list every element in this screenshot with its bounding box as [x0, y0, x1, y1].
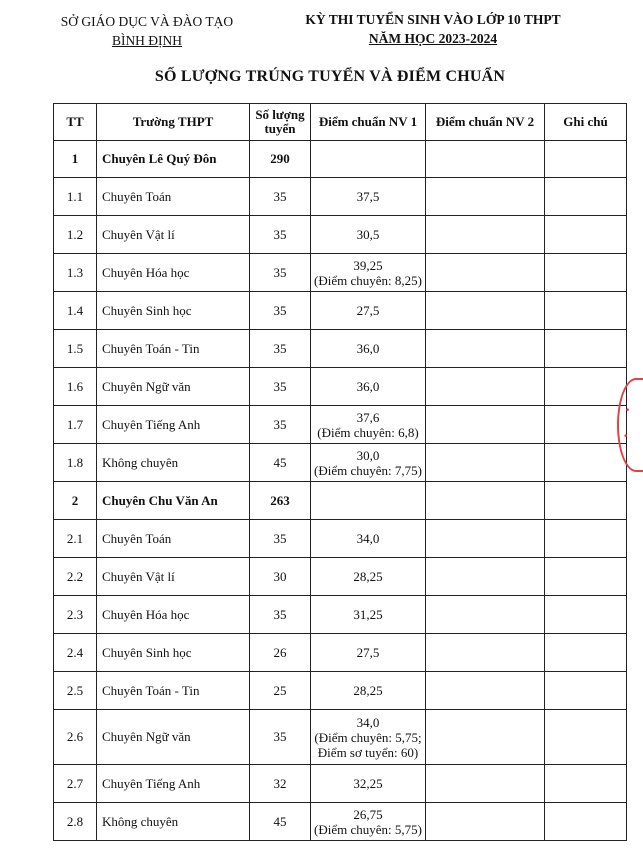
- table-group-row: [54, 141, 627, 178]
- table-row: [54, 406, 627, 444]
- cell-nv1: 36,0: [311, 330, 426, 368]
- table-row: [54, 444, 627, 482]
- cell-nv2: [426, 368, 545, 406]
- cell-nv2: [426, 482, 545, 520]
- table-row: [54, 710, 627, 765]
- cell-tt: 1.6: [54, 368, 97, 406]
- cell-note: [545, 292, 627, 330]
- cell-nv2: [426, 710, 545, 765]
- cell-qty: 263: [250, 482, 311, 520]
- page-title: SỐ LƯỢNG TRÚNG TUYỂN VÀ ĐIỂM CHUẨN: [154, 68, 506, 85]
- cell-qty: 35: [250, 406, 311, 444]
- cell-nv1: [311, 482, 426, 520]
- cell-note: [545, 710, 627, 765]
- cell-tt: 2: [54, 482, 97, 520]
- cell-school: Chuyên Vật lí: [97, 216, 250, 254]
- cell-qty: 35: [250, 330, 311, 368]
- cell-note: [545, 803, 627, 841]
- table-group-row: [54, 482, 627, 520]
- issuer-line-1: SỞ GIÁO DỤC VÀ ĐÀO TẠO: [60, 14, 234, 29]
- issuer-line-2: BÌNH ĐỊNH: [111, 33, 183, 48]
- cell-school: Không chuyên: [97, 803, 250, 841]
- col-header-school: Trường THPT: [97, 104, 250, 141]
- cell-school: Chuyên Tiếng Anh: [97, 765, 250, 803]
- cell-note: [545, 178, 627, 216]
- cell-school: Chuyên Toán - Tin: [97, 672, 250, 710]
- cell-nv2: [426, 634, 545, 672]
- cell-tt: 1.5: [54, 330, 97, 368]
- table-row: [54, 368, 627, 406]
- cell-tt: 2.6: [54, 710, 97, 765]
- cell-qty: 35: [250, 596, 311, 634]
- exam-block: [298, 10, 568, 48]
- issuer-block: [42, 12, 252, 50]
- cell-tt: 2.5: [54, 672, 97, 710]
- cell-nv1: 27,5: [311, 634, 426, 672]
- cell-nv2: [426, 216, 545, 254]
- cell-nv2: [426, 141, 545, 178]
- cell-school: Chuyên Hóa học: [97, 596, 250, 634]
- cell-qty: 32: [250, 765, 311, 803]
- cell-school: Chuyên Toán: [97, 178, 250, 216]
- cell-qty: 290: [250, 141, 311, 178]
- table-row: [54, 765, 627, 803]
- cell-nv2: [426, 254, 545, 292]
- table-body: [54, 141, 627, 841]
- cell-note: [545, 634, 627, 672]
- cell-nv1: 39,25 (Điểm chuyên: 8,25): [311, 254, 426, 292]
- cell-nv1: 32,25: [311, 765, 426, 803]
- cell-nv1: 37,6 (Điểm chuyên: 6,8): [311, 406, 426, 444]
- cell-nv1: 26,75 (Điểm chuyên: 5,75): [311, 803, 426, 841]
- cell-qty: 35: [250, 178, 311, 216]
- cell-school: Chuyên Tiếng Anh: [97, 406, 250, 444]
- cell-school: Chuyên Toán - Tin: [97, 330, 250, 368]
- exam-line-1: KỲ THI TUYỂN SINH VÀO LỚP 10 THPT: [305, 12, 561, 27]
- table-row: [54, 330, 627, 368]
- cell-nv1: 30,0 (Điểm chuyên: 7,75): [311, 444, 426, 482]
- cell-tt: 2.3: [54, 596, 97, 634]
- cell-nv1: 28,25: [311, 672, 426, 710]
- cell-qty: 30: [250, 558, 311, 596]
- cell-nv2: [426, 765, 545, 803]
- cell-tt: 1.7: [54, 406, 97, 444]
- cell-note: [545, 330, 627, 368]
- cell-note: [545, 765, 627, 803]
- col-header-note: Ghi chú: [545, 104, 627, 141]
- cell-nv1: [311, 141, 426, 178]
- exam-line-2: NĂM HỌC 2023-2024: [368, 31, 498, 46]
- cell-qty: 25: [250, 672, 311, 710]
- cell-tt: 1.4: [54, 292, 97, 330]
- cell-note: [545, 672, 627, 710]
- cell-nv1: 34,0: [311, 520, 426, 558]
- cell-note: [545, 482, 627, 520]
- cell-school: Chuyên Chu Văn An: [97, 482, 250, 520]
- cell-nv1: 30,5: [311, 216, 426, 254]
- cell-qty: 35: [250, 368, 311, 406]
- results-table: [53, 103, 627, 841]
- cell-note: [545, 141, 627, 178]
- cell-nv1: 34,0 (Điểm chuyên: 5,75; Điểm sơ tuyển: 60): [311, 710, 426, 765]
- stamp-mark: •: [623, 432, 629, 442]
- table-row: [54, 558, 627, 596]
- cell-tt: 1.2: [54, 216, 97, 254]
- cell-nv2: [426, 520, 545, 558]
- cell-school: Chuyên Ngữ văn: [97, 368, 250, 406]
- cell-tt: 2.4: [54, 634, 97, 672]
- cell-tt: 1.3: [54, 254, 97, 292]
- table-row: [54, 292, 627, 330]
- cell-tt: 2.7: [54, 765, 97, 803]
- table-header-row: [54, 104, 627, 141]
- col-header-nv2: Điểm chuẩn NV 2: [426, 104, 545, 141]
- table-row: [54, 254, 627, 292]
- cell-nv2: [426, 672, 545, 710]
- cell-tt: 2.8: [54, 803, 97, 841]
- table-row: [54, 216, 627, 254]
- stamp-mark: •: [625, 406, 631, 416]
- cell-school: Chuyên Ngữ văn: [97, 710, 250, 765]
- cell-nv1: 28,25: [311, 558, 426, 596]
- cell-school: Chuyên Toán: [97, 520, 250, 558]
- cell-qty: 35: [250, 710, 311, 765]
- cell-qty: 45: [250, 444, 311, 482]
- cell-qty: 35: [250, 292, 311, 330]
- cell-nv2: [426, 406, 545, 444]
- cell-school: Không chuyên: [97, 444, 250, 482]
- col-header-nv1: Điểm chuẩn NV 1: [311, 104, 426, 141]
- cell-tt: 1.1: [54, 178, 97, 216]
- cell-nv2: [426, 558, 545, 596]
- cell-school: Chuyên Vật lí: [97, 558, 250, 596]
- col-header-qty: Số lượng tuyển: [250, 104, 311, 141]
- cell-qty: 26: [250, 634, 311, 672]
- cell-nv1: 27,5: [311, 292, 426, 330]
- cell-note: [545, 406, 627, 444]
- table-row: [54, 596, 627, 634]
- cell-note: [545, 596, 627, 634]
- cell-nv2: [426, 596, 545, 634]
- cell-nv1: 36,0: [311, 368, 426, 406]
- cell-school: Chuyên Hóa học: [97, 254, 250, 292]
- cell-school: Chuyên Sinh học: [97, 634, 250, 672]
- cell-school: Chuyên Lê Quý Đôn: [97, 141, 250, 178]
- cell-nv2: [426, 292, 545, 330]
- cell-nv2: [426, 803, 545, 841]
- cell-nv2: [426, 444, 545, 482]
- table-row: [54, 178, 627, 216]
- cell-nv2: [426, 178, 545, 216]
- cell-note: [545, 254, 627, 292]
- cell-tt: 2.2: [54, 558, 97, 596]
- cell-tt: 2.1: [54, 520, 97, 558]
- cell-note: [545, 558, 627, 596]
- cell-tt: 1: [54, 141, 97, 178]
- col-header-tt: TT: [54, 104, 97, 141]
- cell-school: Chuyên Sinh học: [97, 292, 250, 330]
- cell-nv1: 31,25: [311, 596, 426, 634]
- cell-note: [545, 520, 627, 558]
- cell-qty: 35: [250, 254, 311, 292]
- table-row: [54, 803, 627, 841]
- cell-qty: 45: [250, 803, 311, 841]
- cell-note: [545, 216, 627, 254]
- cell-qty: 35: [250, 520, 311, 558]
- cell-note: [545, 368, 627, 406]
- table-row: [54, 520, 627, 558]
- cell-qty: 35: [250, 216, 311, 254]
- table-row: [54, 634, 627, 672]
- cell-tt: 1.8: [54, 444, 97, 482]
- cell-nv1: 37,5: [311, 178, 426, 216]
- cell-note: [545, 444, 627, 482]
- table-row: [54, 672, 627, 710]
- cell-nv2: [426, 330, 545, 368]
